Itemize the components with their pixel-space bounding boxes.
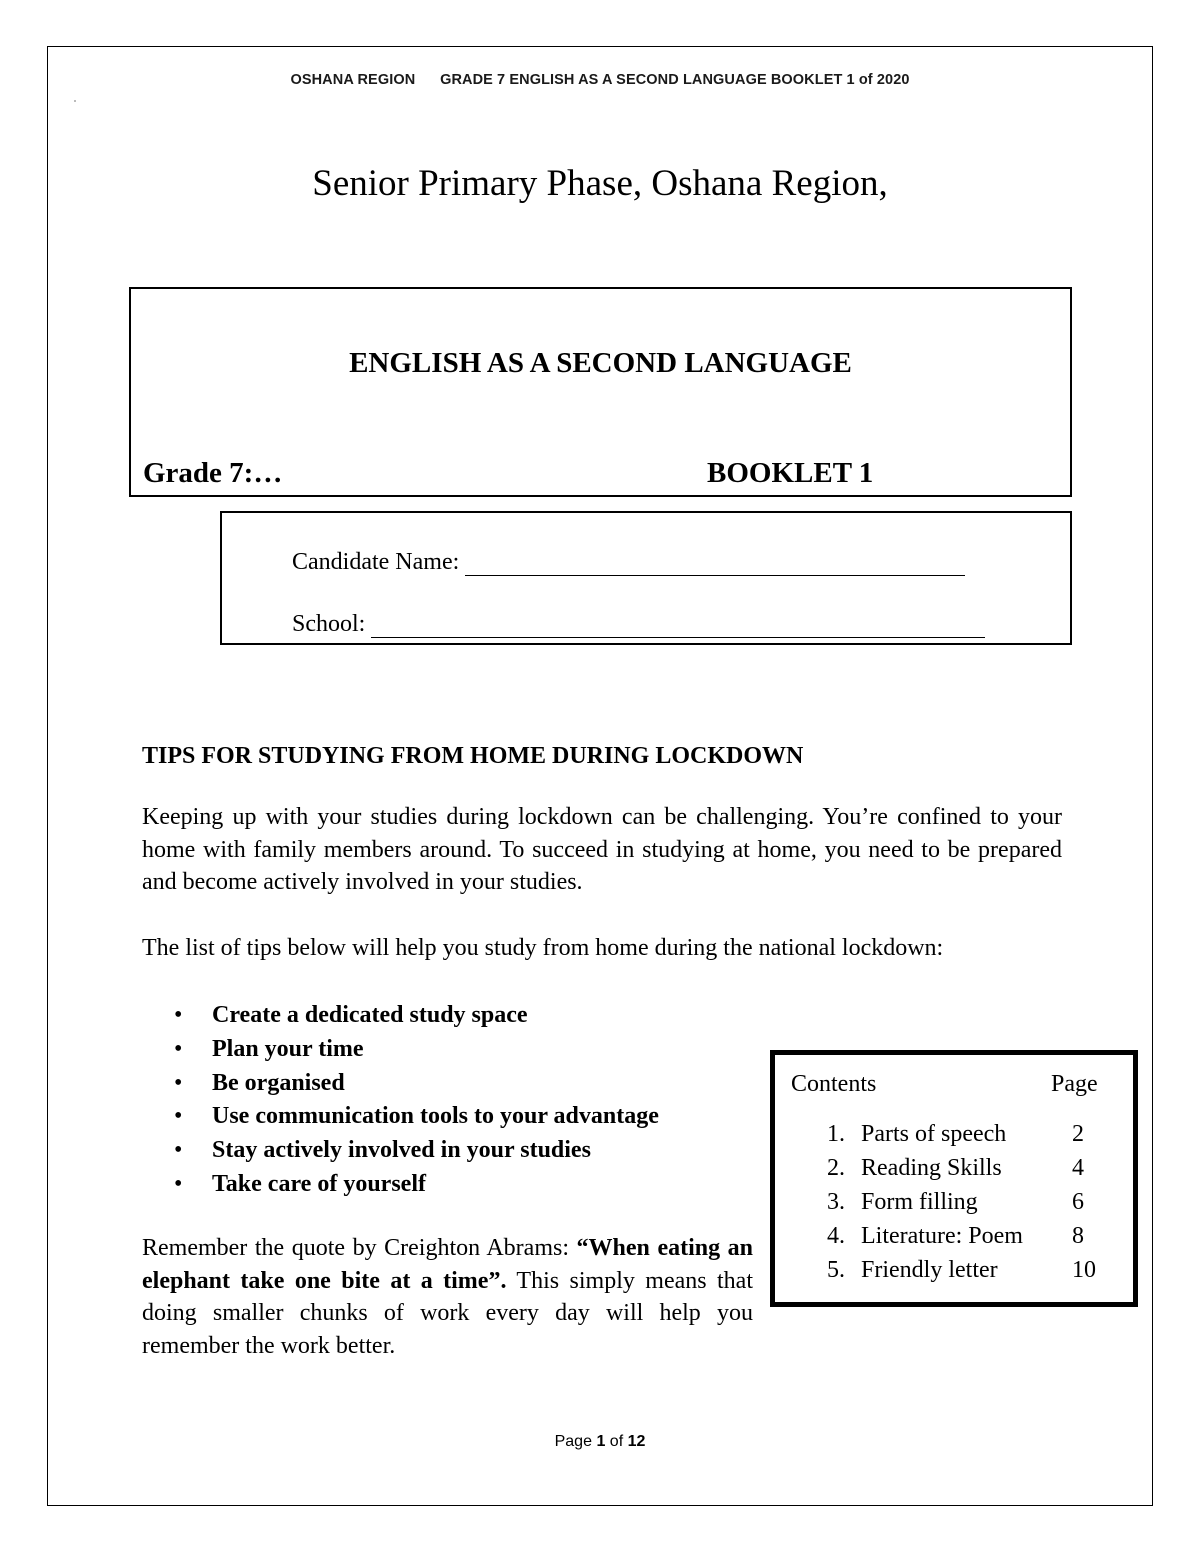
list-item [170, 1100, 659, 1134]
school-line[interactable] [371, 615, 985, 638]
grade-label: Grade 7:… [143, 457, 283, 489]
contents-row-title: Form filling [861, 1189, 978, 1215]
contents-row-number: 3. [827, 1189, 845, 1215]
contents-box [770, 1050, 1138, 1307]
running-header [0, 72, 1200, 88]
list-item [170, 1168, 659, 1202]
bullet-icon: • [174, 1069, 183, 1096]
list-item [170, 1134, 659, 1168]
booklet-label: BOOKLET 1 [707, 457, 874, 489]
footer-of-word: of [609, 1433, 624, 1450]
contents-row [775, 1189, 1133, 1223]
header-booklet-info: GRADE 7 ENGLISH AS A SECOND LANGUAGE BOOKLET 1 of 2020 [440, 72, 910, 88]
footer-page-word: Page [554, 1433, 592, 1450]
candidate-name-line[interactable] [465, 553, 965, 576]
list-item [170, 999, 659, 1033]
bullet-icon: • [174, 1137, 183, 1164]
footer-page-total: 12 [627, 1433, 646, 1450]
school-label: School: [292, 611, 366, 637]
contents-row-page: 10 [1072, 1257, 1096, 1283]
contents-row-title: Literature: Poem [861, 1223, 1023, 1249]
contents-row-page: 6 [1072, 1189, 1084, 1215]
contents-row [775, 1121, 1133, 1155]
contents-page-heading: Page [1051, 1071, 1098, 1097]
list-item [170, 1033, 659, 1067]
footer-page-number: 1 [596, 1433, 606, 1450]
list-item [170, 1067, 659, 1101]
candidate-name-field[interactable] [292, 549, 965, 576]
subject-title: ENGLISH AS A SECOND LANGUAGE [349, 347, 852, 379]
list-item-text: Be organised [212, 1069, 345, 1096]
contents-row-title: Reading Skills [861, 1155, 1002, 1181]
intro-paragraph: Keeping up with your studies during lockdown can be challenging. You’re confined to your home with family members around. To succeed in studying at home, you need to be prepared and become actively involved in your studies. [142, 804, 1062, 895]
contents-row-number: 5. [827, 1257, 845, 1283]
phase-title: Senior Primary Phase, Oshana Region, [312, 163, 888, 204]
contents-row-number: 2. [827, 1155, 845, 1181]
candidate-name-label: Candidate Name: [292, 549, 460, 575]
contents-row-title: Friendly letter [861, 1257, 998, 1283]
subject-box [129, 287, 1072, 497]
contents-row [775, 1257, 1133, 1291]
contents-row-number: 1. [827, 1121, 845, 1147]
contents-row-page: 2 [1072, 1121, 1084, 1147]
quote-paragraph [142, 1232, 753, 1362]
list-item-text: Create a dedicated study space [212, 1002, 528, 1028]
list-intro-paragraph: The list of tips below will help you study from home during the national lockdown: [142, 935, 944, 961]
list-item-text: Take care of yourself [212, 1170, 426, 1197]
contents-row-number: 4. [827, 1223, 845, 1249]
contents-row-page: 4 [1072, 1155, 1084, 1181]
list-item-text: Stay actively involved in your studies [212, 1137, 591, 1164]
stray-mark [74, 100, 76, 102]
quote-text: “When eating an elephant take one bite at a time”. [142, 1235, 753, 1294]
quote-suffix: This simply means that doing smaller chunks of work every day will help you remember the work better. [142, 1267, 753, 1359]
page-footer [0, 1433, 1200, 1451]
contents-row [775, 1155, 1133, 1189]
contents-heading: Contents [791, 1071, 877, 1097]
bullet-icon: • [174, 1002, 183, 1028]
list-item-text: Plan your time [212, 1035, 364, 1062]
bullet-icon: • [174, 1035, 183, 1062]
tips-heading: TIPS FOR STUDYING FROM HOME DURING LOCKDOWN [142, 743, 804, 769]
contents-row-page: 8 [1072, 1223, 1084, 1249]
quote-prefix: Remember the quote by Creighton Abrams: [142, 1235, 577, 1261]
header-region: OSHANA REGION [290, 72, 416, 88]
contents-row-title: Parts of speech [861, 1121, 1007, 1147]
bullet-icon: • [174, 1103, 183, 1130]
bullet-icon: • [174, 1170, 183, 1197]
school-field[interactable] [292, 611, 985, 638]
candidate-box [220, 511, 1072, 645]
contents-row [775, 1223, 1133, 1257]
list-item-text: Use communication tools to your advantage [212, 1103, 659, 1130]
tips-list [170, 999, 659, 1202]
